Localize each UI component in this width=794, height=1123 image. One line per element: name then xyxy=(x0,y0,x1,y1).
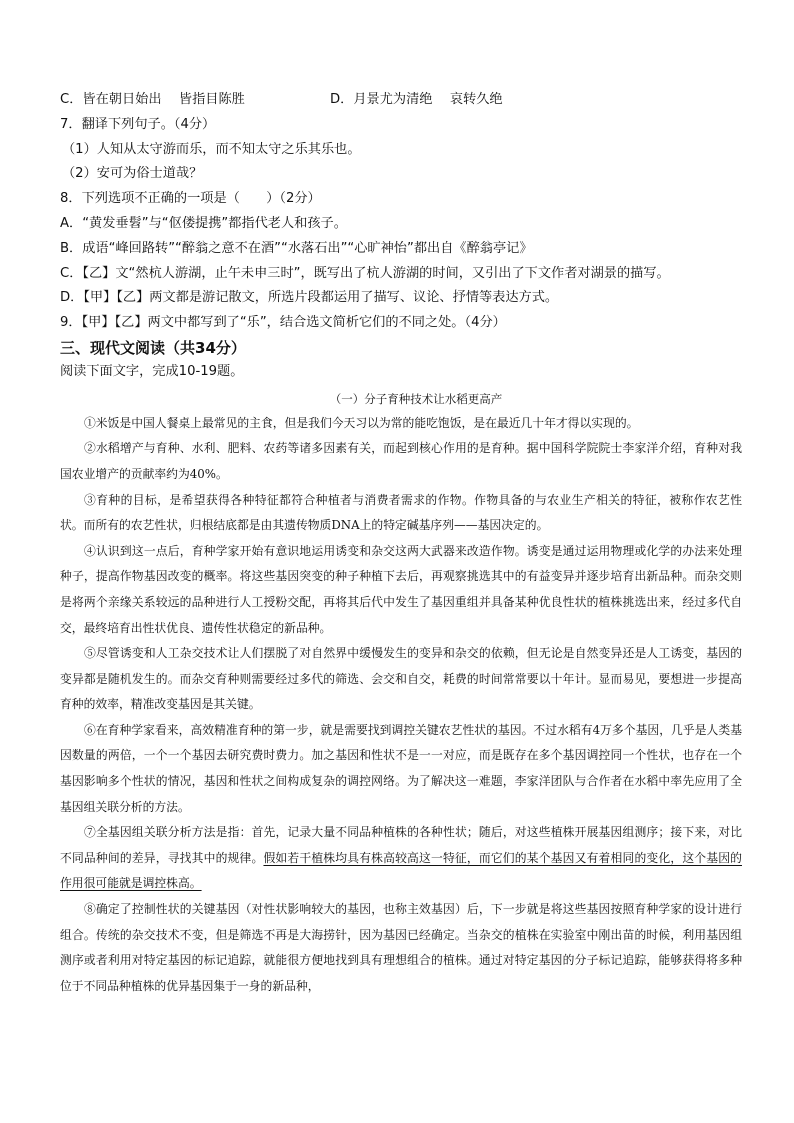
article-paragraph-6: ⑥在育种学家看来，高效精准育种的第一步，就是需要找到调控关键农艺性状的基因。不过水稻有4万多个基因，几乎是人类基因数量的两倍，一个一个基因去研究费时费力。加之基因和性状不是一一对应，而是既存在多个基因调控同一个性状，也存在一个基因影响多个性状的情况，基因和性状之间构成复杂的调控网络。为了解决这一难题，李家洋团队与合作者在水稻中率先应用了全基因组关联分析的方法。 xyxy=(60,722,742,814)
q6-option-c: C．皆在朝日始出 皆指目陈胜 xyxy=(60,92,245,107)
underlined-sentence: 假如若干植株均具有株高较高这一特征，而它们的某个基因又有着相同的变化，这个基因的作用很可能就是调控株高。 xyxy=(60,850,742,891)
q9-stem: 9．【甲】【乙】两文中都写到了“乐”，结合选文简析它们的不同之处。（4分） xyxy=(60,315,506,331)
q7-sentence-1: （1）人知从太守游而乐，而不知太守之乐其乐也。 xyxy=(62,141,361,157)
q6-options xyxy=(60,88,742,113)
article-paragraph-3: ③育种的目标，是希望获得各种特征都符合种植者与消费者需求的作物。作物具备的与农业生产相关的特征，被称作农艺性状。而所有的农艺性状，归根结底都是由其遗传物质DNA上的特定碱基序列——基因决定的。 xyxy=(60,492,742,533)
q8-option-c: C．【乙】文“然杭人游湖，止午未申三时”，既写出了杭人游湖的时间，又引出了下文作者对湖景的描写。 xyxy=(60,265,670,281)
section-heading: 三、现代文阅读（共34分） xyxy=(60,338,246,357)
reading-instruction: 阅读下面文字，完成10-19题。 xyxy=(60,363,244,379)
q6-option-d: D．月景尤为清绝 哀转久绝 xyxy=(330,92,503,107)
article-paragraph-5: ⑤尽管诱变和人工杂交技术让人们摆脱了对自然界中缓慢发生的变异和杂交的依赖，但无论是自然变异还是人工诱变，基因的变异都是随机发生的。而杂交育种则需要经过多代的筛选、会交和自交，耗费的时间常常要以十年计。显而易见，要想进一步提高育种的效率，精准改变基因是其关键。 xyxy=(60,646,742,712)
article-paragraph-4: ④认识到这一点后，育种学家开始有意识地运用诱变和杂交这两大武器来改造作物。诱变是通过运用物理或化学的办法来处理种子，提高作物基因改变的概率。将这些基因突变的种子种植下去后，再观察挑选其中的有益变异并逐步培育出新品种。而杂交则是将两个亲缘关系较远的品种进行人工授粉交配，再将其后代中发生了基因重组并具备某种优良性状的植株挑选出来，经过多代自交，最终培育出性状优良、遗传性状稳定的新品种。 xyxy=(60,543,742,635)
q8-option-b: B．成语“峰回路转”“醉翁之意不在酒”“水落石出”“心旷神怡”都出自《醉翁亭记》 xyxy=(60,240,533,256)
article-paragraph-2: ②水稻增产与育种、水利、肥料、农药等诸多因素有关，而起到核心作用的是育种。据中国科学院院士李家洋介绍，育种对我国农业增产的贡献率约为40%。 xyxy=(60,441,742,481)
article-paragraph-8: ⑧确定了控制性状的关键基因（对性状影响较大的基因，也称主效基因）后，下一步就是将这些基因按照育种学家的设计进行组合。传统的杂交技术不变，但是筛选不再是大海捞针，因为基因已经确定。当杂交的植株在实验室中刚出苗的时候，利用基因组测序或者利用对特定基因的标记追踪，就能很方便地找到具有理想组合的植株。通过对特定基因的分子标记追踪，能够获得将多种位于不同品种植株的优异基因集于一身的新品种， xyxy=(60,902,742,993)
q7-stem: 7．翻译下列句子。（4分） xyxy=(60,116,216,132)
q8-stem: 8．下列选项不正确的一项是（ ）（2分） xyxy=(60,191,321,207)
article-title: （一）分子育种技术让水稻更高产 xyxy=(329,391,503,406)
q7-sentence-2: （2）安可为俗士道哉？ xyxy=(62,166,203,182)
article-paragraph-1: ①米饭是中国人餐桌上最常见的主食，但是我们今天习以为常的能吃饱饭，是在最近几十年才得以实现的。 xyxy=(84,415,639,430)
q8-option-a: A．“黄发垂髫”与“伛偻提携”都指代老人和孩子。 xyxy=(60,215,347,231)
article-paragraph-7 xyxy=(60,820,742,897)
paragraph-7-text: ⑦全基因组关联分析方法是指：首先，记录大量不同品种植株的各种性状；随后，对这些植株开展基因组测序；接下来，对比不同品种间的差异，寻找其中的规律。 xyxy=(60,825,742,865)
q8-option-d: D．【甲】【乙】两文都是游记散文，所选片段都运用了描写、议论、抒情等表达方式。 xyxy=(60,290,559,306)
exam-page xyxy=(60,88,742,999)
